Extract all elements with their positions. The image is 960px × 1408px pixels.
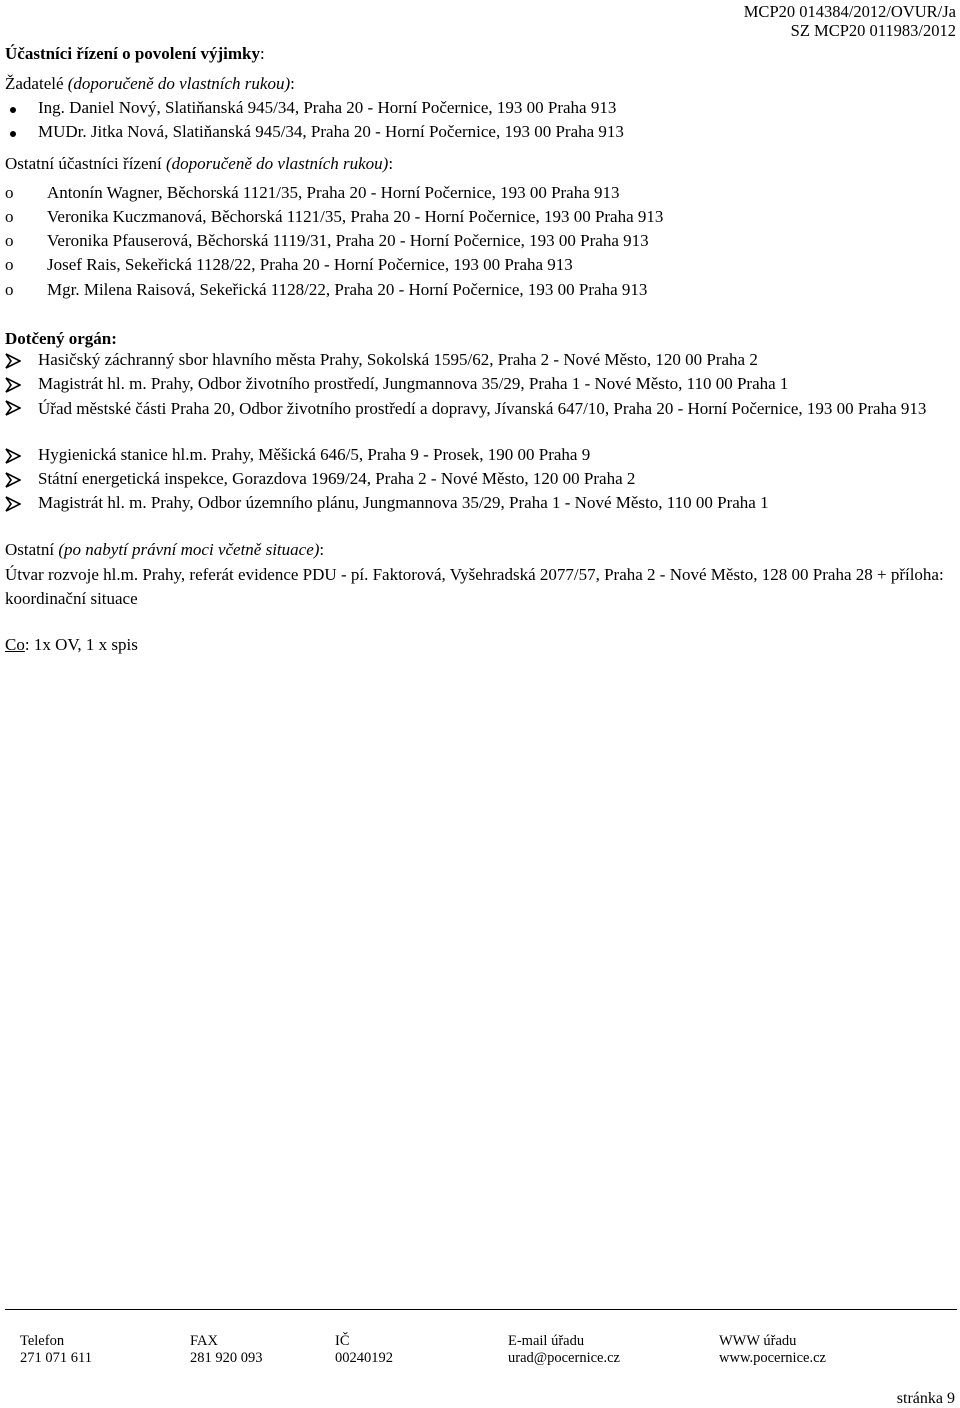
participant-entry: Antonín Wagner, Běchorská 1121/35, Praha 20 - Horní Počernice, 193 00 Praha 913	[47, 183, 620, 202]
arrow-bullet-icon	[5, 472, 21, 488]
footer-divider	[5, 1309, 957, 1310]
circle-bullet-icon: o	[5, 280, 14, 299]
list-item	[5, 469, 958, 493]
copies-text: : 1x OV, 1 x spis	[24, 635, 138, 654]
circle-bullet-icon: o	[5, 183, 14, 202]
applicant-entry: Ing. Daniel Nový, Slatiňanská 945/34, Praha 20 - Horní Počernice, 193 00 Praha 913	[38, 98, 617, 117]
arrow-bullet-icon	[5, 377, 21, 393]
authority-entry: Magistrát hl. m. Prahy, Odbor územního plánu, Jungmannova 35/29, Praha 1 - Nové Město, 110 00 Praha 1	[38, 493, 769, 512]
bullet-icon	[10, 131, 16, 137]
other-recipient-entry: Útvar rozvoje hl.m. Prahy, referát evidence PDU - pí. Faktorová, Vyšehradská 2077/57, Praha 2 - Nové Město, 128 00 Praha 28 + příloha: koordinační situace	[5, 565, 944, 608]
other-participants-delivery-note: (doporučeně do vlastních rukou)	[165, 154, 389, 173]
other-participants-heading	[5, 154, 393, 174]
authority-entry: Hasičský záchranný sbor hlavního města Prahy, Sokolská 1595/62, Praha 2 - Nové Město, 120 00 Praha 2	[38, 350, 758, 369]
list-item	[5, 231, 958, 255]
copies-label: Co	[5, 635, 25, 654]
footer-label-fax: FAX	[190, 1333, 218, 1349]
list-item	[5, 183, 958, 207]
list-item	[5, 255, 958, 279]
authority-entry: Úřad městské části Praha 20, Odbor životního prostředí a dopravy, Jívanská 647/10, Praha 20 - Horní Počernice, 193 00 Praha 913	[38, 399, 927, 418]
list-item	[5, 374, 958, 398]
applicants-delivery-note: (doporučeně do vlastních rukou)	[67, 74, 291, 93]
participant-entry: Mgr. Milena Raisová, Sekeřická 1128/22, Praha 20 - Horní Počernice, 193 00 Praha 913	[47, 280, 648, 299]
arrow-bullet-icon	[5, 353, 21, 369]
authority-entry: Státní energetická inspekce, Gorazdova 1969/24, Praha 2 - Nové Město, 120 00 Praha 2	[38, 469, 636, 488]
applicants-label: Žadatelé	[5, 74, 68, 93]
list-item	[5, 98, 958, 122]
footer-label-phone: Telefon	[20, 1333, 65, 1349]
other-recipients-heading	[5, 540, 324, 560]
list-item	[5, 280, 958, 304]
footer-value-web: www.pocernice.cz	[719, 1350, 826, 1366]
arrow-bullet-icon	[5, 448, 21, 464]
participant-entry: Josef Rais, Sekeřická 1128/22, Praha 20 - Horní Počernice, 193 00 Praha 913	[47, 255, 573, 274]
other-recipients-label: Ostatní	[5, 540, 59, 559]
footer-value-ic: 00240192	[335, 1350, 393, 1366]
participant-entry: Veronika Kuczmanová, Běchorská 1121/35, Praha 20 - Horní Počernice, 193 00 Praha 913	[47, 207, 664, 226]
circle-bullet-icon: o	[5, 255, 14, 274]
other-participants-colon: :	[388, 154, 394, 173]
copies-line	[5, 635, 138, 655]
list-item	[5, 493, 958, 517]
page-number: stránka 9	[896, 1390, 955, 1407]
authority-entry: Hygienická stanice hl.m. Prahy, Měšická 646/5, Praha 9 - Prosek, 190 00 Praha 9	[38, 445, 591, 464]
other-recipients-delivery-note: (po nabytí právní moci včetně situace)	[58, 540, 320, 559]
authority-heading: Dotčený orgán:	[5, 329, 117, 348]
footer-label-ic: IČ	[335, 1333, 350, 1349]
circle-bullet-icon: o	[5, 231, 14, 250]
other-participants-label: Ostatní účastníci řízení	[5, 154, 166, 173]
arrow-bullet-icon	[5, 496, 21, 512]
footer-label-web: WWW úřadu	[719, 1333, 797, 1349]
reference-number: MCP20 014384/2012/OVUR/Ja	[743, 2, 956, 21]
file-number: SZ MCP20 011983/2012	[790, 21, 956, 40]
participants-title-colon: :	[259, 44, 265, 63]
circle-bullet-icon: o	[5, 207, 14, 226]
applicant-entry: MUDr. Jitka Nová, Slatiňanská 945/34, Praha 20 - Horní Počernice, 193 00 Praha 913	[38, 122, 624, 141]
arrow-bullet-icon	[5, 400, 21, 416]
participant-entry: Veronika Pfauserová, Běchorská 1119/31, Praha 20 - Horní Počernice, 193 00 Praha 913	[47, 231, 649, 250]
list-item	[5, 122, 958, 146]
bullet-icon	[10, 107, 16, 113]
footer-label-email: E-mail úřadu	[508, 1333, 585, 1349]
list-item	[5, 397, 958, 445]
applicants-colon: :	[290, 74, 295, 93]
list-item	[5, 207, 958, 231]
footer-value-phone: 271 071 611	[20, 1350, 92, 1366]
footer-value-fax: 281 920 093	[190, 1350, 263, 1366]
authority-entry: Magistrát hl. m. Prahy, Odbor životního prostředí, Jungmannova 35/29, Praha 1 - Nové Město, 110 00 Praha 1	[38, 374, 789, 393]
participants-title: Účastníci řízení o povolení výjimky	[5, 44, 260, 63]
list-item	[5, 445, 958, 469]
applicants-heading	[5, 74, 295, 94]
list-item	[5, 350, 958, 374]
other-recipients-colon: :	[319, 540, 325, 559]
participants-heading	[5, 44, 265, 64]
footer-value-email: urad@pocernice.cz	[508, 1350, 620, 1366]
